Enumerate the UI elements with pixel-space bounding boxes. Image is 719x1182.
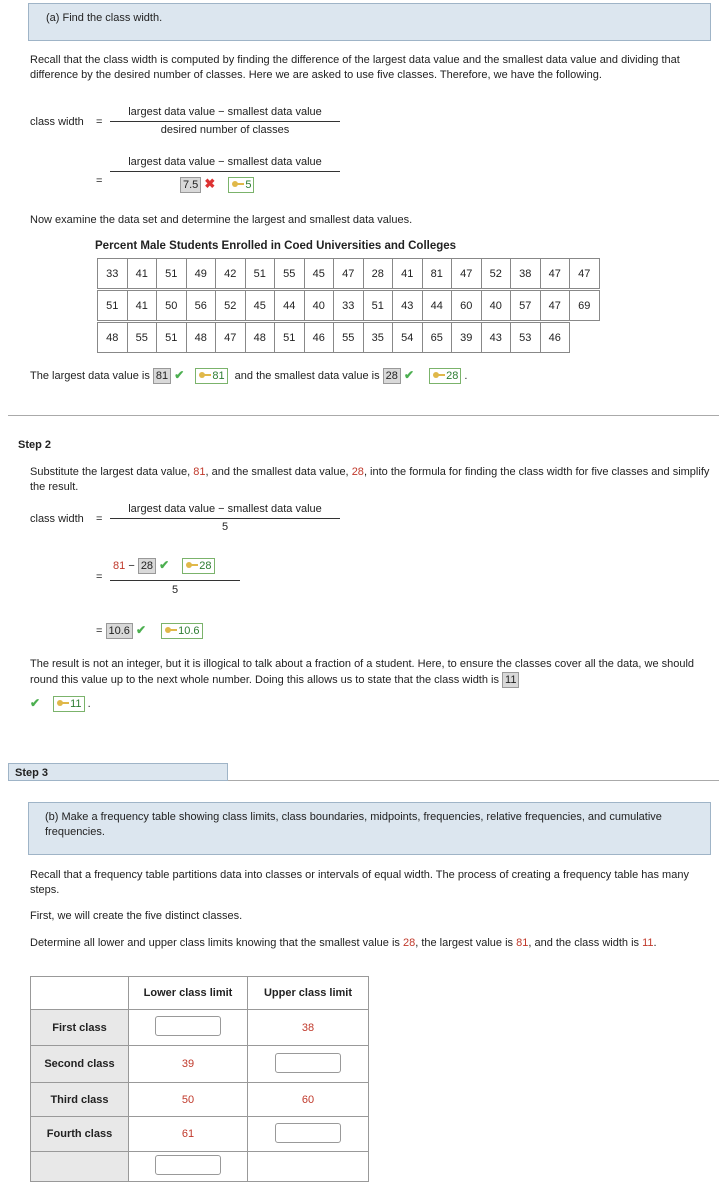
data-cell: 55 (127, 323, 157, 353)
equals-sign: = (96, 175, 103, 187)
data-cell: 51 (245, 259, 275, 289)
table-row (31, 1083, 369, 1117)
recall-class-width-text: Recall that the class width is computed by finding the difference of the largest data value and the smallest data value and dividing that difference by the desired number of classes. Here we are asked to use five classes. Therefore, we have the following. (30, 54, 680, 81)
data-cell: 52 (481, 259, 511, 289)
upper-limit-header: Upper class limit (248, 977, 369, 1010)
row-header-fifth (31, 1152, 129, 1182)
table-row (98, 323, 570, 353)
table-row (98, 291, 600, 321)
fourth-upper-cell (248, 1117, 369, 1152)
text-span: Determine all lower and upper class limits knowing that the smallest value is (30, 937, 400, 949)
text-span: Substitute the largest data value, (30, 466, 191, 478)
largest-smallest-line (30, 368, 467, 384)
text-span: , into the formula for finding the class width for five classes and simplify the result. (30, 466, 710, 493)
fraction-bar (110, 518, 340, 519)
data-cell: 54 (393, 323, 423, 353)
formula-denominator: desired number of classes (160, 124, 290, 136)
data-cell: 41 (393, 259, 423, 289)
data-cell: 40 (481, 291, 511, 321)
data-cell: 44 (275, 291, 305, 321)
data-cell: 48 (98, 323, 128, 353)
substitution-numerator (113, 558, 215, 574)
data-cell: 38 (511, 259, 541, 289)
key-value: 11 (70, 698, 82, 710)
fourth-lower-cell: 61 (129, 1117, 248, 1152)
examine-text: Now examine the data set and determine the largest and smallest data values. (30, 214, 413, 226)
result-key-box (161, 623, 202, 639)
formula-numerator-2: largest data value − smallest data value (128, 156, 322, 168)
data-cell: 42 (216, 259, 246, 289)
data-cell: 49 (186, 259, 216, 289)
largest-key-value: 81 (212, 370, 225, 382)
data-cell: 50 (157, 291, 187, 321)
table-row (31, 1010, 369, 1046)
text-span: , and the smallest data value, (205, 466, 349, 478)
x-mark-icon: ✖ (204, 176, 216, 191)
key-icon (198, 369, 212, 381)
data-cell: 51 (157, 259, 187, 289)
smallest-key-box (182, 558, 214, 574)
period: . (464, 370, 468, 382)
check-icon: ✔ (159, 558, 170, 572)
class-width-label: class width (30, 513, 84, 525)
fifth-upper-cell (248, 1152, 369, 1182)
smallest-mid: and the smallest data value is (234, 370, 380, 382)
largest-prefix: The largest data value is (30, 370, 150, 382)
fraction-bar (110, 580, 240, 581)
lower-limit-header: Lower class limit (129, 977, 248, 1010)
data-cell: 56 (186, 291, 216, 321)
data-cell: 47 (570, 259, 600, 289)
step3-tab: Step 3 (8, 763, 228, 781)
corner-cell (31, 977, 129, 1010)
table-title: Percent Male Students Enrolled in Coed Universities and Colleges (95, 240, 457, 252)
largest-value: 81 (516, 937, 529, 949)
data-cell: 44 (422, 291, 452, 321)
data-cell: 53 (511, 323, 541, 353)
recall-frequency-text: Recall that a frequency table partitions data into classes or intervals of equal width. The process of creating a frequency table has many steps. (30, 869, 689, 896)
data-table-row1 (97, 258, 600, 289)
part-b-banner (28, 802, 711, 855)
equals-sign: = (96, 571, 103, 583)
data-cell: 41 (127, 291, 157, 321)
data-cell: 39 (452, 323, 482, 353)
table-row (31, 1117, 369, 1152)
key-value: 28 (199, 560, 212, 572)
check-icon: ✔ (403, 368, 415, 382)
text-span: , and the class width is (528, 937, 640, 949)
check-icon: ✔ (135, 623, 147, 637)
data-cell: 43 (481, 323, 511, 353)
formula-denominator-5: 5 (221, 521, 229, 533)
data-cell: 51 (157, 323, 187, 353)
third-upper-cell: 60 (248, 1083, 369, 1117)
data-cell: 47 (334, 259, 364, 289)
data-cell: 48 (245, 323, 275, 353)
data-table-row2 (97, 290, 600, 321)
check-icon: ✔ (30, 696, 41, 710)
text-span: , the largest value is (415, 937, 514, 949)
first-lower-input[interactable] (155, 1016, 221, 1036)
row-header-second: Second class (31, 1046, 129, 1083)
wrong-answer-box[interactable]: 7.5 (180, 177, 201, 193)
data-table-row3 (97, 322, 570, 353)
table-row (31, 1152, 369, 1182)
equals-sign: = (96, 625, 103, 637)
data-cell: 55 (275, 259, 305, 289)
fifth-lower-input[interactable] (155, 1155, 221, 1175)
data-cell: 69 (570, 291, 600, 321)
data-cell: 47 (452, 259, 482, 289)
part-b-banner-text: (b) Make a frequency table showing class limits, class boundaries, midpoints, frequencies, relative frequencies, and cumulative frequencies. (45, 811, 662, 838)
smallest-value: 28 (402, 937, 416, 949)
class-width-value: 11 (642, 937, 654, 949)
data-cell: 52 (216, 291, 246, 321)
check-icon: ✔ (174, 368, 185, 382)
third-lower-cell: 50 (129, 1083, 248, 1117)
width-answer-box[interactable]: 11 (502, 672, 519, 688)
table-header-row (31, 977, 369, 1010)
fifth-lower-cell (129, 1152, 248, 1182)
divider (228, 780, 719, 781)
data-cell: 33 (334, 291, 364, 321)
first-lower-cell (129, 1010, 248, 1046)
data-cell: 60 (452, 291, 482, 321)
data-cell: 47 (540, 259, 570, 289)
step2-label: Step 2 (18, 439, 52, 451)
data-cell: 41 (127, 259, 157, 289)
second-upper-cell (248, 1046, 369, 1083)
key-icon (56, 697, 70, 709)
result-row (96, 623, 203, 639)
step2-substitute-text (30, 465, 710, 495)
minus-sign: − (128, 560, 135, 572)
formula-numerator: largest data value − smallest data value (128, 106, 322, 118)
text-span: The result is not an integer, but it is illogical to talk about a fraction of a student. Here, to ensure the classes cover all the data, we should round this value up to the next whole number. Doing this allows us to state that the class width is (30, 658, 695, 686)
row-header-first: First class (31, 1010, 129, 1046)
equals-sign: = (96, 513, 103, 525)
data-cell: 35 (363, 323, 393, 353)
data-cell: 55 (334, 323, 364, 353)
data-cell: 51 (363, 291, 393, 321)
largest-key-box (195, 368, 227, 384)
smallest-key-box (429, 368, 461, 384)
second-upper-input[interactable] (275, 1053, 341, 1073)
key-icon (231, 178, 245, 190)
data-cell: 51 (98, 291, 128, 321)
data-cell: 81 (422, 259, 452, 289)
second-lower-cell: 39 (129, 1046, 248, 1083)
denominator-answer-row (180, 176, 254, 193)
key-icon (185, 559, 199, 571)
width-check-row (30, 696, 91, 712)
data-cell: 40 (304, 291, 334, 321)
result-explanation (30, 657, 710, 688)
first-upper-cell: 38 (248, 1010, 369, 1046)
divider (8, 415, 719, 416)
row-header-fourth: Fourth class (31, 1117, 129, 1152)
data-cell: 48 (186, 323, 216, 353)
fraction-bar (110, 171, 340, 172)
table-row (98, 259, 600, 289)
row-header-third: Third class (31, 1083, 129, 1117)
key-value: 10.6 (178, 625, 200, 637)
largest-answer-box[interactable]: 81 (153, 368, 171, 384)
result-answer-box[interactable]: 10.6 (106, 623, 133, 639)
data-cell: 47 (216, 323, 246, 353)
largest-value: 81 (113, 560, 126, 572)
part-a-banner (28, 3, 711, 41)
data-cell: 46 (304, 323, 334, 353)
class-limits-table (30, 976, 369, 1182)
table-row (31, 1046, 369, 1083)
text-span: . (653, 937, 657, 949)
part-a-banner-text: (a) Find the class width. (46, 12, 163, 24)
data-cell: 51 (275, 323, 305, 353)
fraction-bar (110, 121, 340, 122)
smallest-key-value: 28 (446, 370, 459, 382)
data-cell: 33 (98, 259, 128, 289)
data-cell: 57 (511, 291, 541, 321)
smallest-answer-box[interactable]: 28 (138, 558, 156, 574)
denominator-5: 5 (171, 584, 179, 596)
smallest-answer-box[interactable]: 28 (383, 368, 401, 384)
fourth-upper-input[interactable] (275, 1123, 341, 1143)
data-cell: 45 (304, 259, 334, 289)
data-cell: 43 (393, 291, 423, 321)
data-cell: 45 (245, 291, 275, 321)
key-icon (164, 624, 178, 636)
width-key-box (53, 696, 84, 712)
largest-value: 81 (193, 466, 206, 478)
period: . (87, 698, 91, 710)
data-cell: 47 (540, 291, 570, 321)
key-icon (432, 369, 446, 381)
answer-key-value: 5 (245, 179, 252, 191)
smallest-value: 28 (351, 466, 364, 478)
data-cell: 65 (422, 323, 452, 353)
data-cell: 46 (540, 323, 570, 353)
first-classes-text: First, we will create the five distinct classes. (30, 910, 243, 922)
data-cell: 28 (363, 259, 393, 289)
formula-numerator: largest data value − smallest data value (128, 503, 322, 515)
answer-key-box (228, 177, 254, 193)
equals-sign: = (96, 116, 103, 128)
determine-limits-text (30, 936, 710, 951)
class-width-label: class width (30, 116, 84, 128)
